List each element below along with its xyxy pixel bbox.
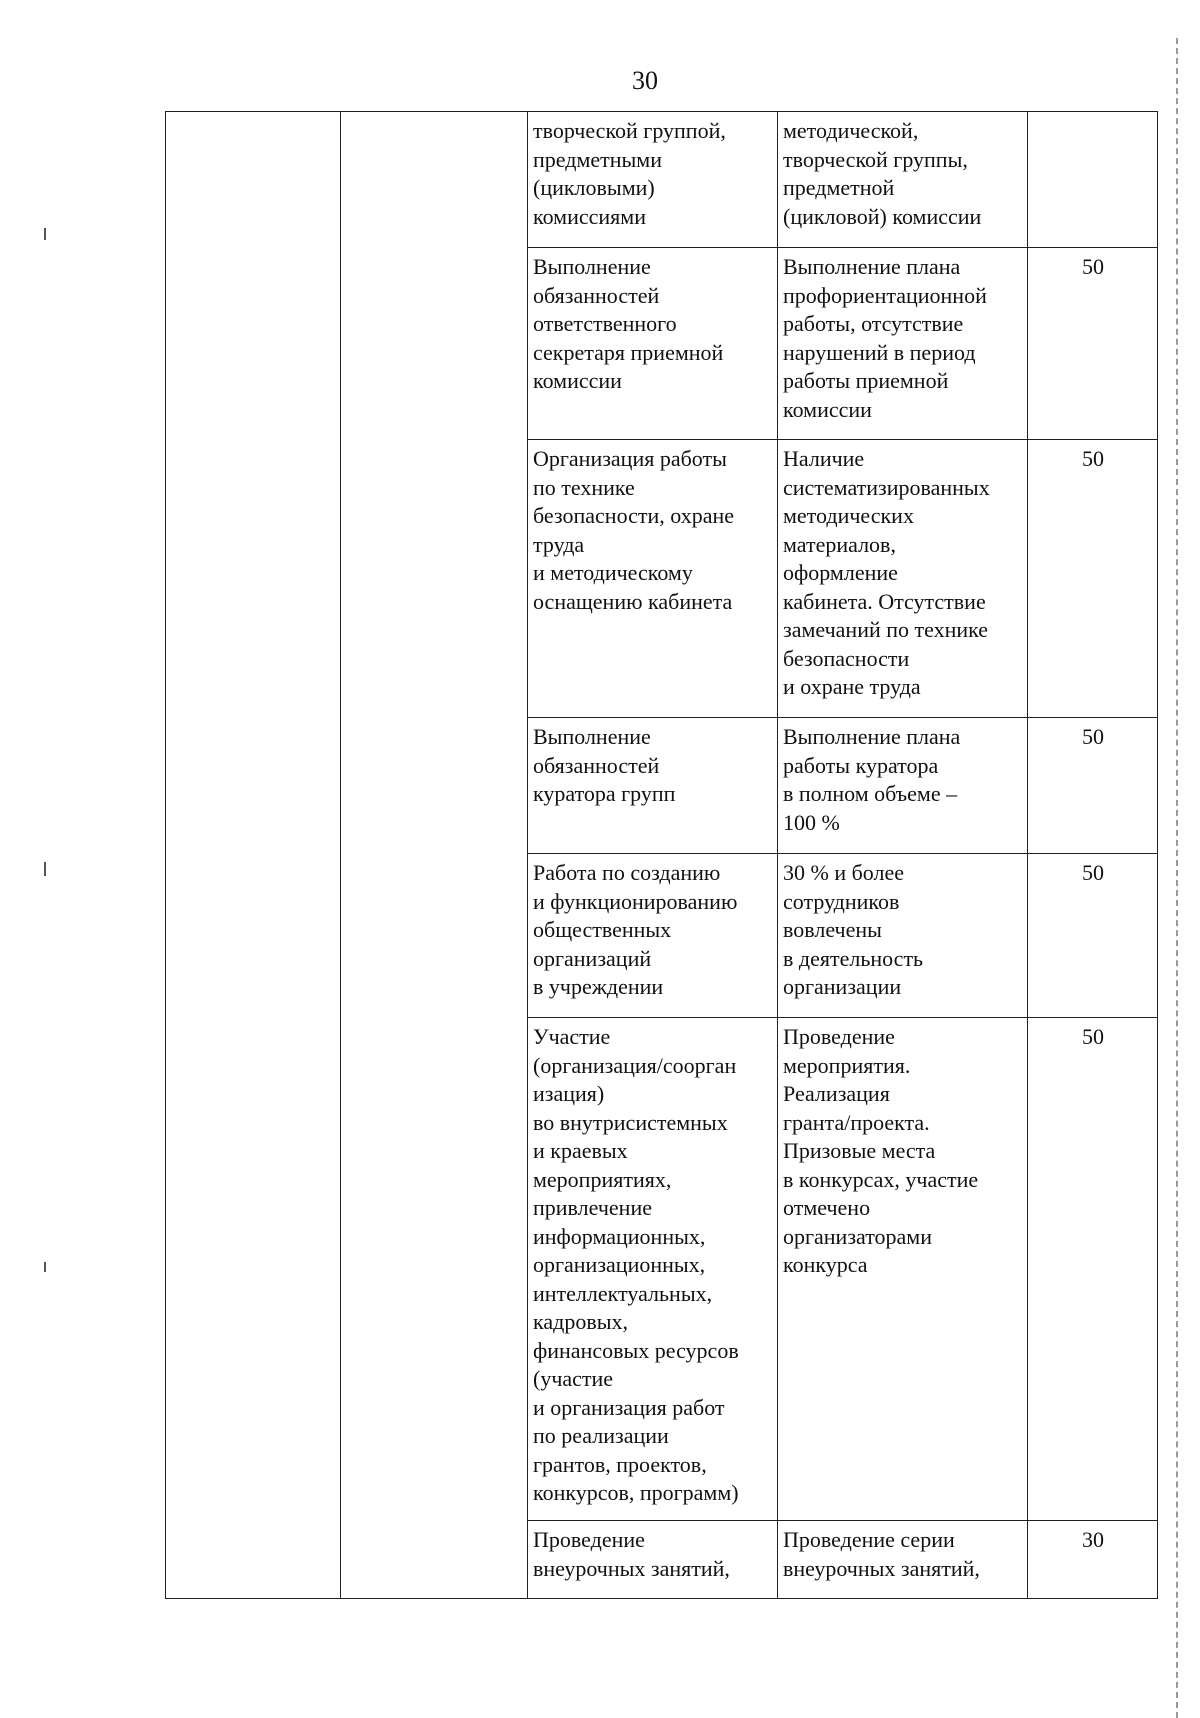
score-value: 50 <box>1082 1024 1104 1049</box>
activity-cell <box>528 248 778 440</box>
activity-text: Выполнение обязанностей ответственного секретаря приемной комиссии <box>533 254 724 393</box>
activity-text: Работа по созданию и функционированию общественных организаций в учреждении <box>533 860 738 999</box>
page-number: 30 <box>632 66 658 95</box>
activity-cell <box>528 718 778 854</box>
table-row <box>166 112 1158 248</box>
criterion-cell <box>778 1018 1028 1521</box>
criterion-cell <box>778 854 1028 1018</box>
score-value: 50 <box>1082 254 1104 279</box>
score-cell <box>1028 854 1158 1018</box>
score-value: 50 <box>1082 446 1104 471</box>
criterion-text: Проведение мероприятия. Реализация гранта/проекта. Призовые места в конкурсах, участие отмечено организаторами конкурса <box>783 1024 979 1277</box>
activity-cell <box>528 440 778 718</box>
activity-cell <box>528 1018 778 1521</box>
activity-cell <box>528 112 778 248</box>
criterion-text: методической, творческой группы, предметной (цикловой) комиссии <box>783 118 982 229</box>
criterion-text: Наличие систематизированных методических материалов, оформление кабинета. Отсутствие замечаний по технике безопасности и охране труда <box>783 446 990 699</box>
activity-text: творческой группой, предметными (цикловыми) комиссиями <box>533 118 726 229</box>
criterion-cell <box>778 112 1028 248</box>
score-cell <box>1028 718 1158 854</box>
score-value: 50 <box>1082 724 1104 749</box>
criterion-cell <box>778 248 1028 440</box>
criterion-cell <box>778 718 1028 854</box>
scan-mark <box>44 862 46 876</box>
activity-cell <box>528 1521 778 1599</box>
score-cell <box>1028 112 1158 248</box>
criterion-text: Выполнение плана профориентационной работы, отсутствие нарушений в период работы приемной комиссии <box>783 254 987 422</box>
criterion-text: Выполнение плана работы куратора в полном объеме – 100 % <box>783 724 961 835</box>
activity-cell <box>528 854 778 1018</box>
scan-border-line <box>1176 38 1178 1718</box>
empty-column-cell <box>341 112 528 1599</box>
activity-text: Проведение внеурочных занятий, <box>533 1527 730 1581</box>
empty-column-cell <box>166 112 341 1599</box>
score-cell <box>1028 440 1158 718</box>
criterion-cell <box>778 1521 1028 1599</box>
score-value: 30 <box>1082 1527 1104 1552</box>
activity-text: Участие (организация/соорган изация) во внутрисистемных и краевых мероприятиях, привлечение информационных, организационных, интеллектуальных, кадровых, финансовых ресурсов (участие и организация работ по реализации грантов, проектов, конкурсов, программ) <box>533 1024 739 1505</box>
scan-mark <box>44 1262 46 1272</box>
score-cell <box>1028 1521 1158 1599</box>
activity-text: Организация работы по технике безопасности, охране труда и методическому оснащению кабинета <box>533 446 735 614</box>
criteria-table <box>165 111 1158 1599</box>
criterion-cell <box>778 440 1028 718</box>
score-value: 50 <box>1082 860 1104 885</box>
score-cell <box>1028 1018 1158 1521</box>
scan-mark <box>44 228 46 240</box>
score-cell <box>1028 248 1158 440</box>
activity-text: Выполнение обязанностей куратора групп <box>533 724 676 806</box>
criterion-text: 30 % и более сотрудников вовлечены в деятельность организации <box>783 860 924 999</box>
criterion-text: Проведение серии внеурочных занятий, <box>783 1527 980 1581</box>
